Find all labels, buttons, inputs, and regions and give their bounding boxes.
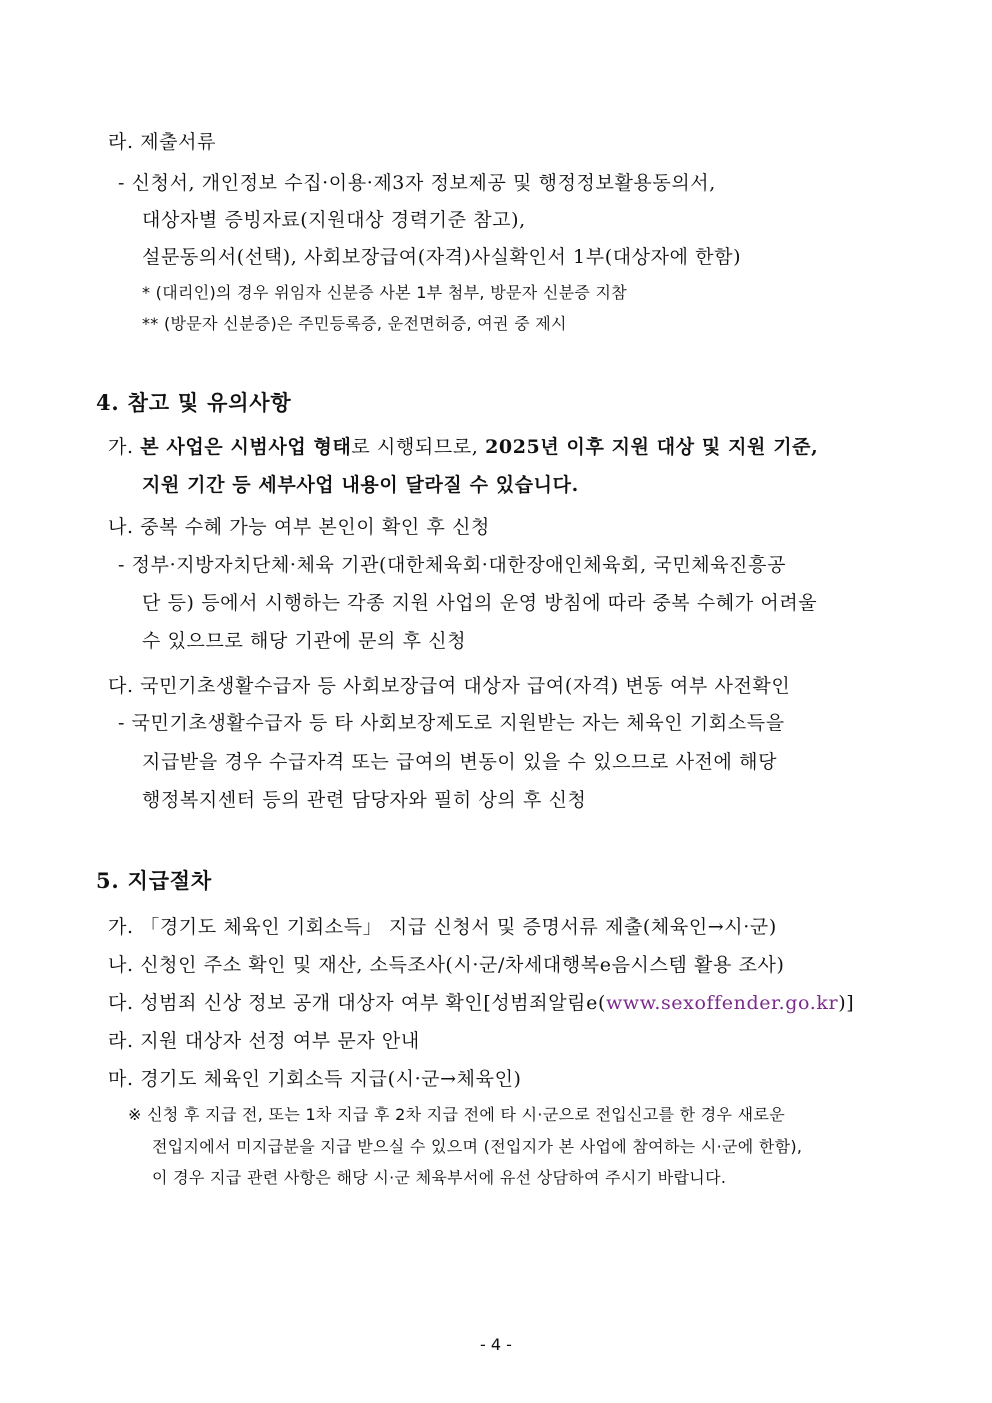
section4-da-line3: 행정복지센터 등의 관련 담당자와 필히 상의 후 신청 (142, 789, 587, 811)
section5-note-line2: 전입지에서 미지급분을 지급 받으실 수 있으며 (전입지가 본 사업에 참여하는 시·군에 한함), (152, 1137, 803, 1156)
section-ra-note2: ** (방문자 신분증)은 주민등록증, 운전면허증, 여권 중 제시 (142, 314, 567, 333)
section-ra-note1: * (대리인)의 경우 위임자 신분증 사본 1부 첨부, 방문자 신분증 지참 (142, 283, 628, 302)
section4-na-line3: 수 있으므로 해당 기관에 문의 후 신청 (142, 630, 467, 652)
section4-ga-line2: 지원 기간 등 세부사업 내용이 달라질 수 있습니다. (142, 474, 579, 496)
section-ra-title: 라. 제출서류 (108, 131, 217, 153)
section-ra-bullet-line2: 대상자별 증빙자료(지원대상 경력기준 참고), (142, 209, 526, 231)
section5-da-prefix: 다. 성범죄 신상 정보 공개 대상자 여부 확인[성범죄알림e( (108, 992, 606, 1014)
section5-da (108, 994, 854, 1013)
section4-da-title: 다. 국민기초생활수급자 등 사회보장급여 대상자 급여(자격) 변동 여부 사전확인 (108, 675, 791, 697)
section4-ga-bold2: 2025년 이후 지원 대상 및 지원 기준, (485, 436, 819, 458)
section-ra-bullet-line1: - 신청서, 개인정보 수집·이용·제3자 정보제공 및 행정정보활용동의서, (118, 172, 716, 194)
section4-ga-bold1: 본 사업은 시범사업 형태 (140, 436, 352, 458)
section4-na-line2: 단 등) 등에서 시행하는 각종 지원 사업의 운영 방침에 따라 중복 수혜가 어려울 (142, 592, 818, 614)
section5-heading: 5. 지급절차 (96, 868, 212, 893)
section4-ga-prefix: 가. (108, 436, 141, 458)
page-number: - 4 - (480, 1335, 512, 1354)
section4-na-title: 나. 중복 수혜 가능 여부 본인이 확인 후 신청 (108, 516, 490, 538)
section4-na-line1: - 정부·지방자치단체·체육 기관(대한체육회·대한장애인체육회, 국민체육진흥공 (118, 554, 787, 576)
section5-ga: 가. 「경기도 체육인 기회소득」 지급 신청서 및 증명서류 제출(체육인→시·군) (108, 916, 777, 938)
section4-heading: 4. 참고 및 유의사항 (96, 390, 292, 415)
section4-da-line1: - 국민기초생활수급자 등 타 사회보장제도로 지원받는 자는 체육인 기회소득을 (118, 712, 785, 734)
section4-ga-line1 (108, 438, 818, 457)
section5-ma: 마. 경기도 체육인 기회소득 지급(시·군→체육인) (108, 1068, 522, 1090)
section4-ga-mid: 로 시행되므로, (351, 436, 486, 458)
section5-note-line3: 이 경우 지급 관련 사항은 해당 시·군 체육부서에 유선 상담하여 주시기 바랍니다. (152, 1168, 727, 1187)
section4-da-line2: 지급받을 경우 수급자격 또는 급여의 변동이 있을 수 있으므로 사전에 해당 (142, 751, 778, 773)
section5-ra: 라. 지원 대상자 선정 여부 문자 안내 (108, 1030, 420, 1052)
section-ra-bullet-line3: 설문동의서(선택), 사회보장급여(자격)사실확인서 1부(대상자에 한함) (142, 246, 742, 268)
section5-na: 나. 신청인 주소 확인 및 재산, 소득조사(시·군/차세대행복e음시스템 활용 조사) (108, 954, 785, 976)
section5-da-suffix: )] (838, 992, 855, 1014)
sexoffender-link[interactable]: www.sexoffender.go.kr (605, 992, 839, 1014)
section5-note-line1: ※ 신청 후 지급 전, 또는 1차 지급 후 2차 지급 전에 타 시·군으로 전입신고를 한 경우 새로운 (128, 1105, 785, 1124)
